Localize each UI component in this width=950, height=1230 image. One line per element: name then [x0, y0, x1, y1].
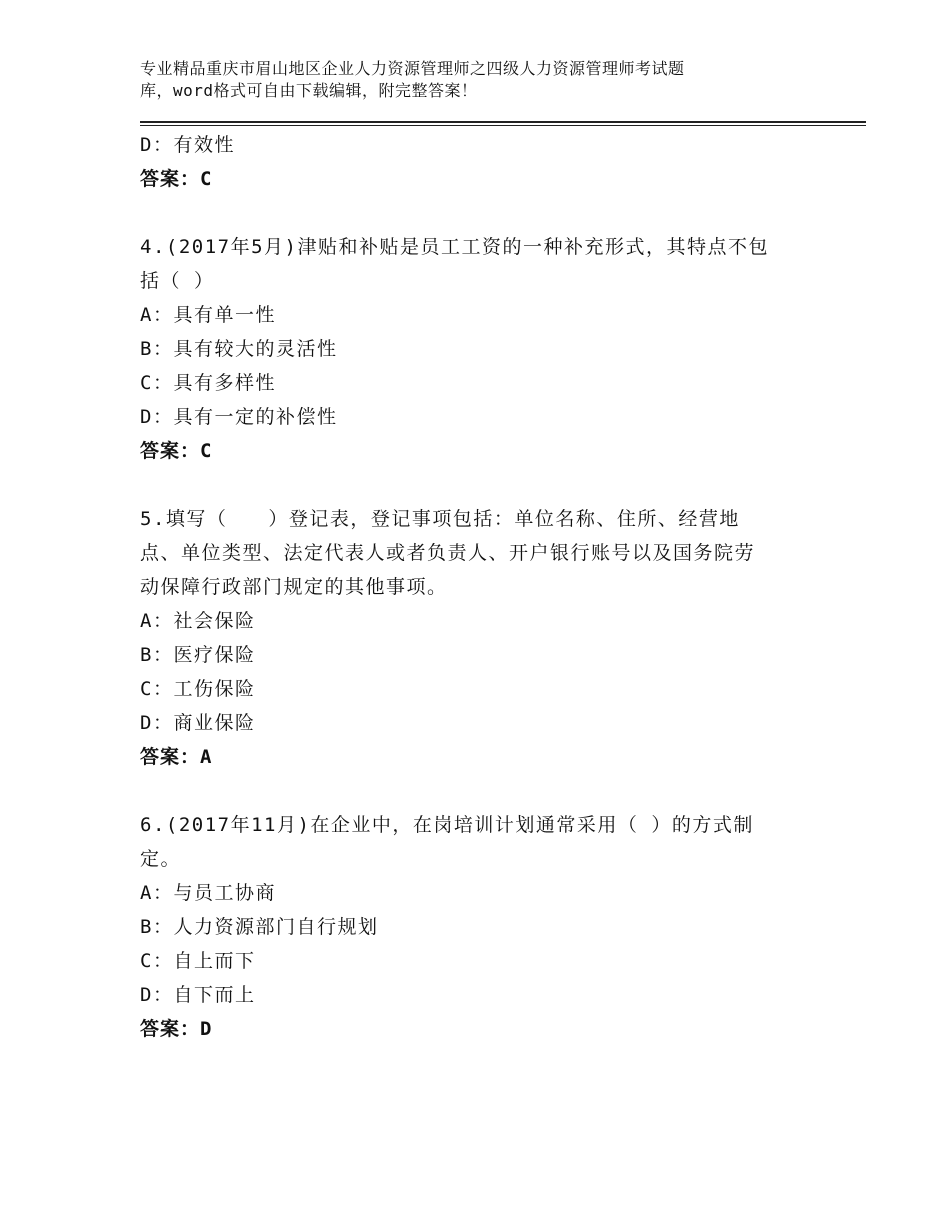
question-5-line-3: 动保障行政部门规定的其他事项。: [140, 576, 448, 598]
question-4-option-a: A：具有单一性: [140, 304, 276, 326]
document-header: [140, 58, 780, 102]
question-6-line-1: 6.(2017年11月)在企业中，在岗培训计划通常采用（ ）的方式制: [140, 814, 754, 836]
question-6-option-b: B：人力资源部门自行规划: [140, 916, 379, 938]
spacer: [140, 196, 840, 230]
question-6-option-c: C：自上而下: [140, 950, 256, 972]
header-divider-thick: [140, 121, 866, 123]
question-5-option-d: D：商业保险: [140, 712, 256, 734]
question-5-answer: 答案：A: [140, 746, 213, 768]
question-5-line-2: 点、单位类型、法定代表人或者负责人、开户银行账号以及国务院劳: [140, 542, 756, 564]
question-5-stem: [140, 502, 800, 604]
question-content: [140, 128, 840, 1046]
header-title-line-2: 库，word格式可自由下载编辑，附完整答案！: [140, 81, 478, 100]
question-4-line-2: 括（ ）: [140, 270, 215, 292]
prev-answer: 答案：C: [140, 168, 213, 190]
question-4-option-b: B：具有较大的灵活性: [140, 338, 338, 360]
question-5-option-a: A：社会保险: [140, 610, 256, 632]
question-6-answer: 答案：D: [140, 1018, 213, 1040]
question-4-option-c: C：具有多样性: [140, 372, 276, 394]
question-5-option-b: B：医疗保险: [140, 644, 256, 666]
question-4-option-d: D：具有一定的补偿性: [140, 406, 338, 428]
question-6-line-2: 定。: [140, 848, 182, 870]
question-5-option-c: C：工伤保险: [140, 678, 256, 700]
question-5-line-1: 5.填写（ ）登记表，登记事项包括：单位名称、住所、经营地: [140, 508, 740, 530]
question-6-option-a: A：与员工协商: [140, 882, 276, 904]
question-6-option-d: D：自下而上: [140, 984, 256, 1006]
spacer: [140, 774, 840, 808]
question-4-stem: [140, 230, 800, 298]
question-4-answer: 答案：C: [140, 440, 213, 462]
question-6-stem: [140, 808, 800, 876]
question-4-line-1: 4.(2017年5月)津贴和补贴是员工工资的一种补充形式，其特点不包: [140, 236, 769, 258]
spacer: [140, 468, 840, 502]
prev-option-d: D：有效性: [140, 134, 235, 156]
header-divider-thin: [140, 125, 866, 126]
header-title-line-1: 专业精品重庆市眉山地区企业人力资源管理师之四级人力资源管理师考试题: [140, 59, 685, 78]
